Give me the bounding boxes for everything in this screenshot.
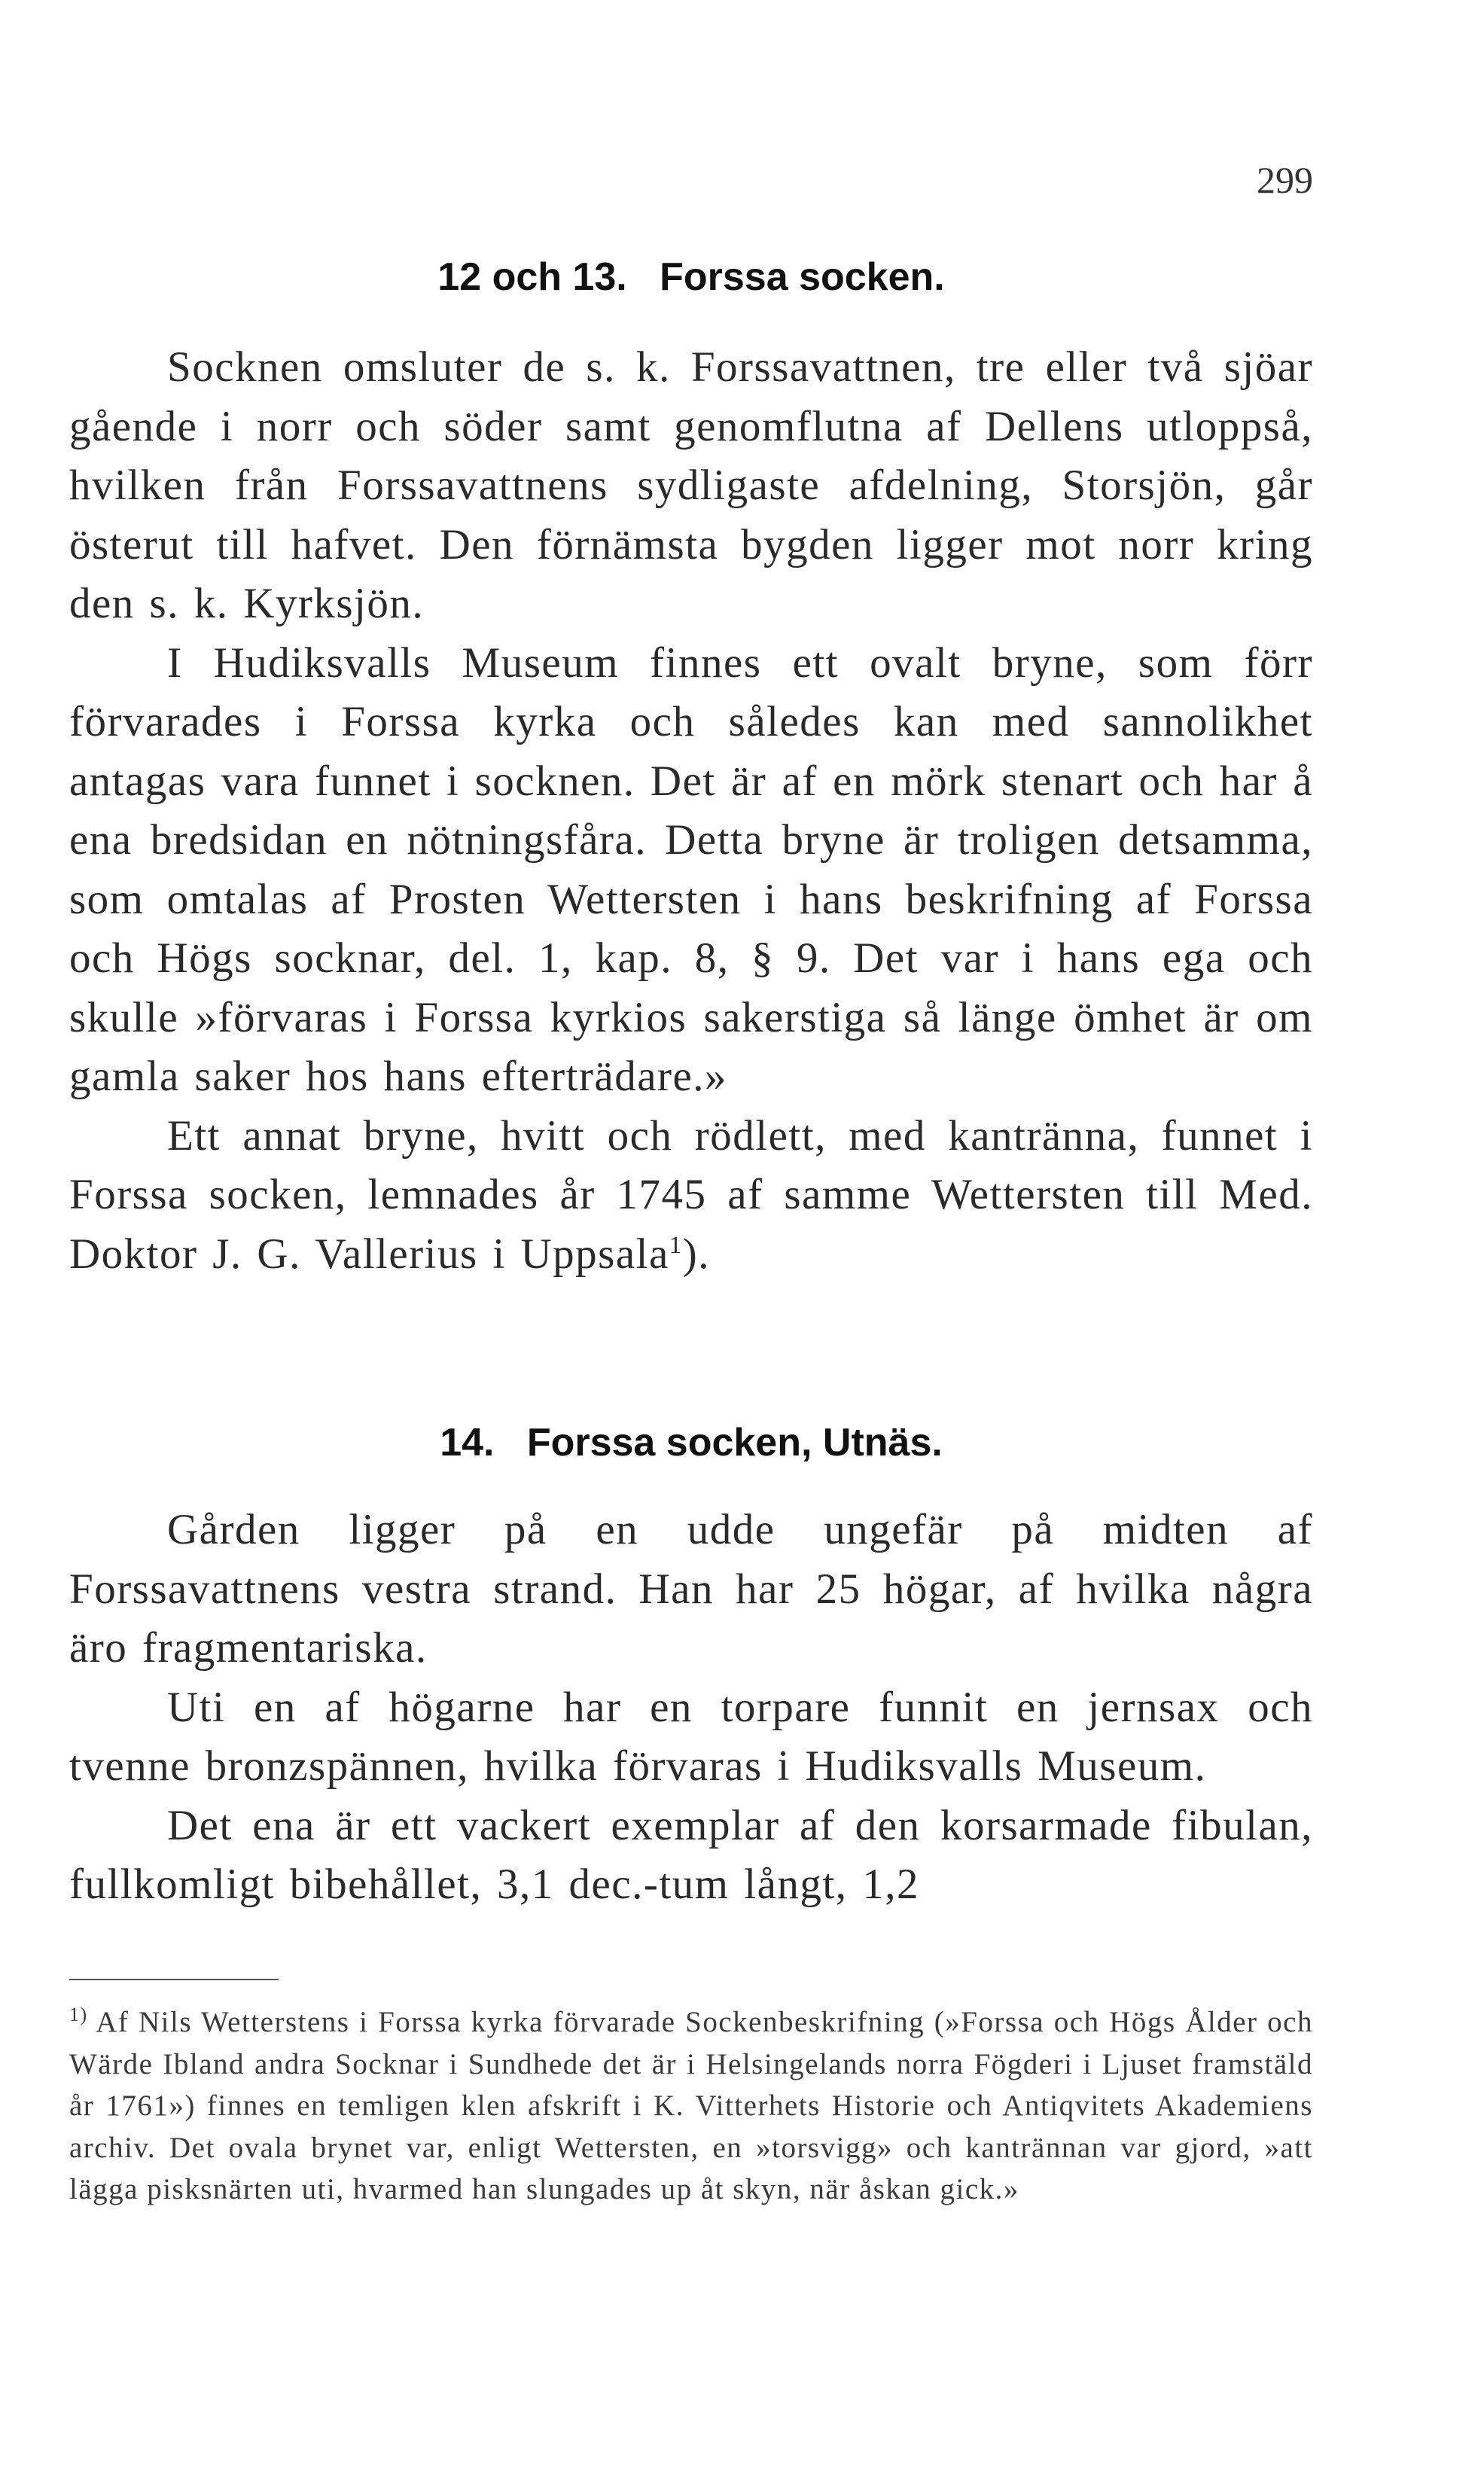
book-page bbox=[69, 0, 1313, 2481]
section-heading-forssa-socken-utnas: 14. Forssa socken, Utnäs. bbox=[440, 1421, 943, 1465]
paragraph-text: Ett annat bryne, hvitt och rödlett, med kantränna, funnet i Forssa socken, lemnades år 1745 af samme Wettersten till Med. Doktor J. G. Vallerius i Uppsala bbox=[69, 1111, 1313, 1278]
paragraph: Socknen omsluter de s. k. Forssavattnen, tre eller två sjöar gående i norr och söder samt genomflutna af Dellens utloppså, hvilken från Forssavattnens sydligaste afdelning, Storsjön, går österut till hafvet. Den förnämsta bygden ligger mot norr kring den s. k. Kyrksjön. bbox=[69, 343, 1313, 627]
footnote-marker: 1) bbox=[69, 2004, 88, 2025]
footnotes bbox=[69, 1994, 1313, 2211]
section-heading-forssa-socken: 12 och 13. Forssa socken. bbox=[437, 255, 945, 299]
footnote bbox=[69, 1994, 1313, 2211]
paragraph-end: ). bbox=[682, 1230, 711, 1278]
section-body-utnas bbox=[69, 1501, 1313, 1915]
footnote-text: Af Nils Wetterstens i Forssa kyrka förvarade Sockenbeskrifning (»Forssa och Högs Ålder och Wärde Ibland andra Socknar i Sundhede det är i Helsingelands norra Fögderi i Ljuset framstäld år 1761») finnes en temligen klen afskrift i K. Vitterhets Historie och Antiqvitets Akademiens archiv. Det ovala brynet var, enligt Wettersten, en »torsvigg» och kantrännan var gjord, »att lägga pisksnärten uti, hvarmed han slungades up åt skyn, när åskan gick.» bbox=[69, 2006, 1313, 2205]
paragraph: I Hudiksvalls Museum finnes ett ovalt bryne, som förr förvarades i Forssa kyrka och således kan med sannolikhet antagas vara funnet i socknen. Det är af en mörk stenart och har å ena bredsidan en nötningsfåra. Detta bryne är troligen detsamma, som omtalas af Prosten Wettersten i hans beskrifning af Forssa och Högs socknar, del. 1, kap. 8, § 9. Det var i hans ega och skulle »förvaras i Forssa kyrkios sakerstiga så länge ömhet är om gamla saker hos hans efterträdare.» bbox=[69, 639, 1313, 1100]
paragraph bbox=[69, 1107, 1313, 1285]
footnote-reference[interactable]: 1 bbox=[669, 1231, 683, 1259]
footnote-divider bbox=[69, 1979, 279, 1980]
paragraph: Det ena är ett vackert exemplar af den korsarmade fibulan, fullkomligt bibehållet, 3,1 dec.-tum långt, 1,2 bbox=[69, 1801, 1313, 1908]
paragraph: Uti en af högarne har en torpare funnit en jernsax och tvenne bronzspännen, hvilka förvaras i Hudiksvalls Museum. bbox=[69, 1683, 1313, 1790]
page-number: 299 bbox=[1257, 159, 1313, 201]
paragraph: Gården ligger på en udde ungefär på midten af Forssavattnens vestra strand. Han har 25 högar, af hvilka några äro fragmentariska. bbox=[69, 1506, 1313, 1672]
section-body-forssa-socken bbox=[69, 338, 1313, 1284]
